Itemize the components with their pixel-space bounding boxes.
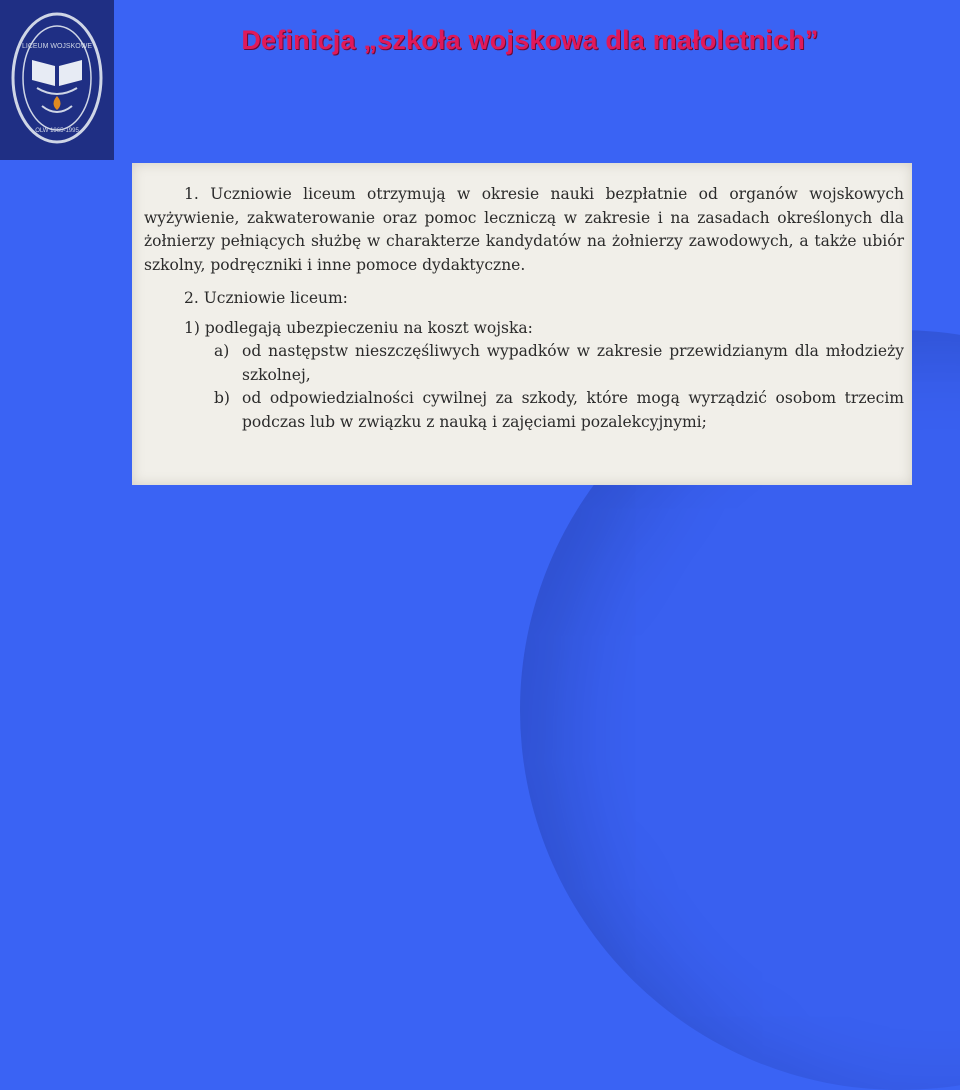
document-text — [144, 183, 904, 434]
logo-text-bottom: OLW 1965-1995 — [35, 128, 79, 134]
slide-title: Definicja „szkoła wojskowa dla małoletnich” — [241, 25, 819, 55]
list-subitem-a — [214, 340, 904, 387]
subitem-a-text: od następstw nieszczęśliwych wypadków w zakresie przewidzianym dla młodzieży szkolnej, — [242, 342, 904, 384]
subitem-b-text: od odpowiedzialności cywilnej za szkody, które mogą wyrządzić osobom trzecim podczas lub w związku z nauką i zajęciami pozalekcyjnymi; — [242, 389, 904, 431]
scanned-document — [132, 163, 912, 485]
logo-text-top: LICEUM WOJSKOWE — [21, 43, 93, 50]
list-subitem-b — [214, 387, 904, 434]
list-item-1: 1) podlegają ubezpieczeniu na koszt wojska: — [184, 318, 533, 337]
subitem-b-marker: b) — [214, 389, 230, 407]
subitem-a-marker: a) — [214, 342, 230, 360]
school-logo — [0, 0, 114, 160]
paragraph-2: 2. Uczniowie liceum: — [184, 289, 348, 307]
paragraph-1: 1. Uczniowie liceum otrzymują w okresie nauki bezpłatnie od organów wojskowych wyżywienie, zakwaterowanie oraz pomoc leczniczą w zakresie i na zasadach określonych dla żołnierzy pełniących służbę w charakterze kandydatów na żołnierzy zawodowych, a także ubiór szkolny, podręczniki i inne pomoce dydaktyczne. — [144, 185, 904, 274]
